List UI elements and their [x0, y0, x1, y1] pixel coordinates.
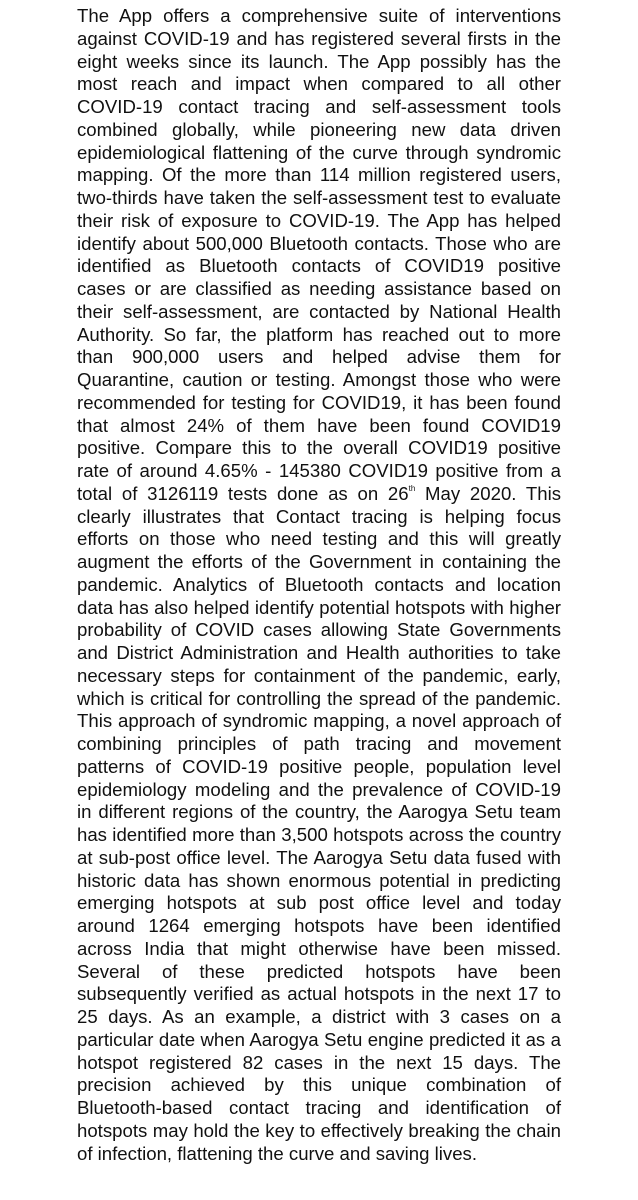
paragraph-text-part-1: The App offers a comprehensive suite of interventions against COVID-19 and has registered several firsts in the eight weeks since its launch. The App possibly has the most reach and impact when compared to all other COVID-19 contact tracing and self-assessment tools combined globally, while pioneering new data driven epidemiological flattening of the curve through syndromic mapping. Of the more than 114 million registered users, two-thirds have taken the self-assessment test to evaluate their risk of exposure to COVID-19. The App has helped identify about 500,000 Bluetooth contacts. Those who are identified as Bluetooth contacts of COVID19 positive cases or are classified as needing assistance based on their self-assessment, are contacted by National Health Authority. So far, the platform has reached out to more than 900,000 users and helped advise them for Quarantine, caution or testing. Amongst those who were recommended for testing for COVID19, it has been found that almost 24% of them have been found COVID19 positive. Compare this to the overall COVID19 positive rate of around 4.65% - 145380 COVID19 positive from a total of 3126119 tests done as on 26 — [77, 5, 561, 504]
body-paragraph — [77, 5, 561, 1165]
paragraph-text-part-2: May 2020. This clearly illustrates that Contact tracing is helping focus efforts on those who need testing and this will greatly augment the efforts of the Government in containing the pandemic. Analytics of Bluetooth contacts and location data has also helped identify potential hotspots with higher probability of COVID cases allowing State Governments and District Administration and Health authorities to take necessary steps for containment of the pandemic, early, which is critical for controlling the spread of the pandemic. This approach of syndromic mapping, a novel approach of combining principles of path tracing and movement patterns of COVID-19 positive people, population level epidemiology modeling and the prevalence of COVID-19 in different regions of the country, the Aarogya Setu team has identified more than 3,500 hotspots across the country at sub-post office level. The Aarogya Setu data fused with historic data has shown enormous potential in predicting emerging hotspots at sub post office level and today around 1264 emerging hotspots have been identified across India that might otherwise have been missed. Several of these predicted hotspots have been subsequently verified as actual hotspots in the next 17 to 25 days. As an example, a district with 3 cases on a particular date when Aarogya Setu engine predicted it as a hotspot registered 82 cases in the next 15 days. The precision achieved by this unique combination of Bluetooth-based contact tracing and identification of hotspots may hold the key to effectively breaking the chain of infection, flattening the curve and saving lives. — [77, 482, 562, 1164]
date-ordinal-superscript: th — [408, 483, 416, 493]
